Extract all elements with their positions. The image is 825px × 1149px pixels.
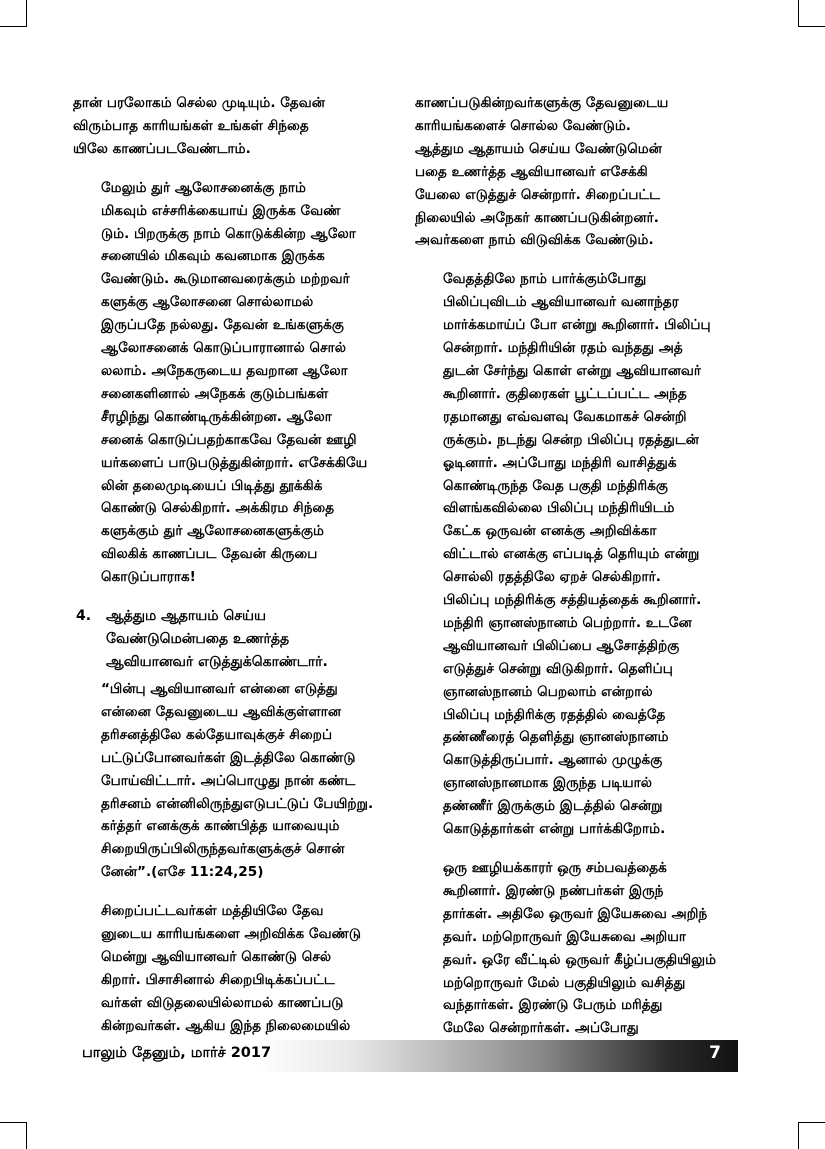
text-line: சனையில் மிகவும் கவனமாக இருக்க	[101, 248, 325, 265]
text-line: பிலிப்பு மந்திரிக்கு சத்தியத்தைக் கூறினார்.	[443, 592, 702, 609]
text-line: ஆத்தும ஆதாயம் செய்ய வேண்டுமென்	[415, 140, 662, 157]
text-line: கூறினார். இரண்டு நண்பர்கள் இருந்	[443, 882, 664, 899]
text-line: சிறைப்பட்டவர்கள் மத்தியிலே தேவ	[101, 903, 324, 920]
text-line: வந்தார்கள். இரண்டு பேரும் மரித்து	[443, 997, 663, 1014]
text-line: ஒரு ஊழியக்காரர் ஒரு சம்பவத்தைக்	[443, 860, 667, 876]
right-paragraph-2	[415, 268, 737, 841]
text-line: வர்கள் விடுதலையில்லாமல் காணப்படு	[101, 994, 344, 1011]
text-line: மிகவும் எச்சரிக்கையாய் இருக்க வேண்	[101, 202, 341, 219]
text-line: வேதத்திலே நாம் பார்க்கும்போது	[443, 271, 647, 288]
section-heading-line: ஆத்தும ஆதாயம் செய்ய	[106, 608, 267, 625]
text-line: கேட்க ஒருவன் எனக்கு அறிவிக்கா	[443, 523, 657, 540]
crop-mark-bottom-right	[798, 1122, 825, 1149]
text-line: போய்விட்டார். அப்பொழுது நான் கண்ட	[101, 772, 356, 789]
text-line: களுக்கு ஆலோசனை சொல்லாமல்	[101, 294, 314, 311]
text-line: கூறினார். குதிரைகள் பூட்டப்பட்ட அந்த	[443, 385, 687, 402]
footer-title: பாலும் தேனும், மார்ச் 2017	[82, 1045, 272, 1061]
text-line: மேலே சென்றார்கள். அப்போது	[443, 1020, 639, 1037]
text-line: தவர். மற்றொருவர் இயேசுவை அறியா	[443, 928, 686, 945]
left-column	[73, 92, 395, 1054]
text-line: ஓடினார். அப்போது மந்திரி வாசித்துக்	[443, 454, 677, 471]
text-line: யர்களைப் பாடுபடுத்துகின்றார். எசேக்கியே	[101, 454, 368, 471]
text-line: கொண்டிருந்த வேத பகுதி மந்திரிக்கு	[443, 477, 668, 494]
left-paragraph-3	[73, 678, 395, 884]
text-line: யிலே காணப்படவேண்டாம்.	[73, 140, 251, 157]
text-line: வேண்டும். கூடுமானவரைக்கும் மற்றவர்	[101, 271, 350, 288]
text-line: அவர்களை நாம் விடுவிக்க வேண்டும்.	[415, 232, 654, 249]
text-line: ஞானஸ்நானமாக இருந்த படியால்	[443, 775, 653, 792]
text-line: கர்த்தர் எனக்குக் காண்பித்த யாவையும்	[101, 818, 340, 835]
text-line: ஆவியானவர் பிலிப்பை ஆசோத்திற்கு	[443, 637, 680, 654]
text-line: மேலும் துர் ஆலோசனைக்கு நாம்	[101, 179, 306, 196]
text-line: சீரழிந்து கொண்டிருக்கின்றன. ஆலோ	[101, 408, 332, 425]
text-line: இருப்பதே நல்லது. தேவன் உங்களுக்கு	[101, 317, 344, 334]
left-paragraph-2	[73, 177, 395, 589]
text-line: நிலையில் அநேகர் காணப்படுகின்றனர்.	[415, 209, 659, 226]
text-line: தரிசனம் என்னிலிருந்துஎடுபட்டுப் பேயிற்று.	[101, 795, 374, 812]
text-line: பிலிப்புவிடம் ஆவியானவர் வனாந்தர	[443, 294, 679, 311]
text-line: “பின்பு ஆவியானவர் என்னை எடுத்து	[101, 681, 338, 698]
text-line: னுடைய காரியங்களை அறிவிக்க வேண்டு	[101, 926, 362, 943]
text-line: கின்றவர்கள். ஆகிய இந்த நிலைமையில்	[101, 1017, 351, 1034]
right-paragraph-1	[415, 92, 737, 252]
text-line: சொல்லி ரதத்திலே ஏறச் செல்கிறார்.	[443, 569, 661, 586]
text-line: என்னை தேவனுடைய ஆவிக்குள்ளான	[101, 703, 342, 720]
text-line: விலகிக் காணப்பட தேவன் கிருபை	[101, 546, 318, 563]
crop-mark-top-left	[0, 0, 27, 27]
text-line: மந்திரி ஞானஸ்நானம் பெற்றார். உடனே	[443, 614, 692, 631]
text-line: விளங்கவில்லை பிலிப்பு மந்திரியிடம்	[443, 500, 675, 517]
text-line: சனைகளினால் அநேகக் குடும்பங்கள்	[101, 385, 329, 402]
text-line: மென்று ஆவியானவர் கொண்டு செல்	[101, 949, 332, 965]
section-heading	[73, 605, 395, 674]
right-paragraph-3	[415, 857, 737, 1040]
text-line: தார்கள். அதிலே ஒருவர் இயேசுவை அறிந்	[443, 905, 708, 922]
text-line: லலாம். அநேகருடைய தவறான ஆலோ	[101, 362, 348, 379]
text-line: கொடுத்திருப்பார். ஆனால் முழுக்கு	[443, 752, 663, 769]
text-line: ரதமானது எவ்வளவு வேகமாகச் சென்றி	[443, 408, 687, 425]
crop-mark-top-right	[798, 0, 825, 27]
text-line: கொண்டு செல்கிறார். அக்கிரம சிந்தை	[101, 500, 335, 517]
text-line: கொடுப்பாராக!	[101, 569, 196, 586]
text-line: ஆலோசனைக் கொடுப்பாரானால் சொல்	[101, 340, 346, 357]
left-paragraph-1	[73, 92, 395, 161]
text-line: காணப்படுகின்றவர்களுக்கு தேவனுடைய	[415, 95, 669, 111]
text-line: ருக்கும். நடந்து சென்ற பிலிப்பு ரதத்துடன்	[443, 431, 699, 448]
left-paragraph-4	[73, 900, 395, 1037]
text-line: விரும்பாத காரியங்கள் உங்கள் சிந்தை	[73, 117, 309, 134]
text-line: னேன்”.(எசே 11:24,25)	[101, 864, 264, 881]
text-line: கிறார். பிசாசினால் சிறைபிடிக்கப்பட்ட	[101, 971, 335, 988]
section-heading-line: வேண்டுமென்பதை உணர்த்த	[106, 631, 290, 648]
right-column	[415, 92, 737, 1056]
text-line: மற்றொருவர் மேல் பகுதியிலும் வசித்து	[443, 974, 686, 991]
text-line: தண்ணீர் இருக்கும் இடத்தில் சென்று	[443, 798, 663, 815]
text-line: சனைக் கொடுப்பதற்காகவே தேவன் ஊழி	[101, 431, 357, 448]
text-line: மார்க்கமாய்ப் போ என்று கூறினார். பிலிப்பு	[443, 317, 711, 334]
text-line: யேலை எடுத்துச் சென்றார். சிறைப்பட்ட	[415, 186, 661, 203]
crop-mark-bottom-left	[0, 1122, 27, 1149]
text-line: சிறையிருப்பிலிருந்தவர்களுக்குச் சொன்	[101, 841, 345, 858]
text-line: பதை உணர்த்த ஆவியானவர் எசேக்கி	[415, 163, 648, 180]
text-line: பிலிப்பு மந்திரிக்கு ரதத்தில் வைத்தே	[443, 706, 666, 723]
section-heading-line: ஆவியானவர் எடுத்துக்கொண்டார்.	[106, 654, 328, 671]
text-line: லின் தலைமுடியைப் பிடித்து தூக்கிக்	[101, 477, 323, 494]
text-line: காரியங்களைச் சொல்ல வேண்டும்.	[415, 117, 631, 134]
text-line: டும். பிறருக்கு நாம் கொடுக்கின்ற ஆலோ	[101, 225, 356, 242]
text-line: ஞானஸ்நானம் பெறலாம் என்றால்	[443, 683, 653, 700]
text-line: தரிசனத்திலே கல்தேயாவுக்குச் சிறைப்	[101, 726, 333, 743]
text-line: தண்ணீரைத் தெளித்து ஞானஸ்நானம்	[443, 729, 669, 746]
text-line: சென்றார். மந்திரியின் ரதம் வந்தது அத்	[443, 340, 683, 357]
text-line: துடன் சேர்ந்து கொள் என்று ஆவியானவர்	[443, 362, 702, 379]
text-line: களுக்கும் துர் ஆலோசனைகளுக்கும்	[101, 523, 324, 540]
page-number: 7	[709, 1043, 721, 1063]
text-line: தான் பரலோகம் செல்ல முடியும். தேவன்	[73, 95, 325, 111]
text-line: பட்டுப்போனவர்கள் இடத்திலே கொண்டு	[101, 749, 356, 766]
text-line: விட்டால் எனக்கு எப்படித் தெரியும் என்று	[443, 546, 700, 563]
text-line: எடுத்துச் சென்று விடுகிறார். தெளிப்பு	[443, 660, 673, 677]
text-line: கொடுத்தார்கள் என்று பார்க்கிறோம்.	[443, 821, 666, 838]
section-number: 4.	[76, 608, 92, 625]
text-line: தவர். ஒரே வீட்டில் ஒருவர் கீழ்ப்பகுதியிலும்	[443, 951, 717, 968]
